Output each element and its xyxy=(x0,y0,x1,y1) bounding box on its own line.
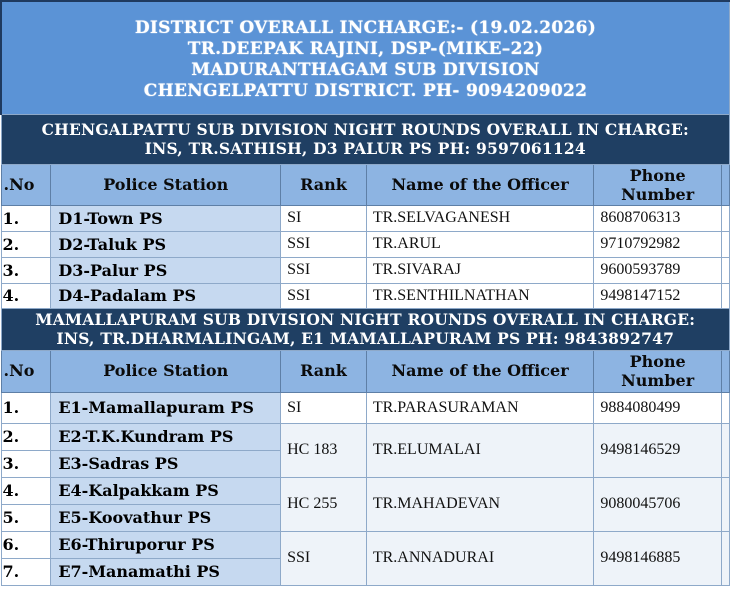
row-officer: TR.SENTHILNATHAN xyxy=(366,283,594,308)
col-header-station: Police Station xyxy=(51,164,281,205)
header-line-2: TR.DEEPAK RAJINI, DSP-(MIKE–22) xyxy=(187,38,544,59)
row-station: E5-Koovathur PS xyxy=(51,504,281,531)
merged-phone: 9498146529 xyxy=(594,423,722,477)
row-sno: 4. xyxy=(1,477,51,504)
row-edge xyxy=(721,205,729,231)
row-station: E1-Mamallapuram PS xyxy=(51,392,281,423)
merged-edge xyxy=(721,423,729,477)
row-station: D1-Town PS xyxy=(51,205,281,231)
row-station: D4-Padalam PS xyxy=(51,283,281,308)
col-header-phone xyxy=(594,350,722,392)
header-line-1: DISTRICT OVERALL INCHARGE:- (19.02.2026) xyxy=(134,17,597,38)
row-rank: SSI xyxy=(281,283,367,308)
row-rank: SI xyxy=(281,205,367,231)
merged-rank: SSI xyxy=(281,531,367,585)
col-header-station: Police Station xyxy=(51,350,281,392)
row-sno: 2. xyxy=(1,231,51,257)
merged-officer: TR.ELUMALAI xyxy=(366,423,594,477)
row-sno: 1. xyxy=(1,392,51,423)
row-station: E6-Thiruporur PS xyxy=(51,531,281,558)
col-header-sno: .No xyxy=(1,350,51,392)
table-row xyxy=(1,531,730,558)
row-sno: 1. xyxy=(1,205,51,231)
section-title-line-2: INS, TR.SATHISH, D3 PALUR PS PH: 9597061124 xyxy=(144,139,586,158)
row-sno: 3. xyxy=(1,450,51,477)
table-row xyxy=(1,283,730,308)
merged-edge xyxy=(721,477,729,531)
merged-phone: 9080045706 xyxy=(594,477,722,531)
col-header-rank: Rank xyxy=(281,164,367,205)
merged-rank: HC 255 xyxy=(281,477,367,531)
row-station: D3-Palur PS xyxy=(51,257,281,283)
row-sno: 5. xyxy=(1,504,51,531)
row-station: E4-Kalpakkam PS xyxy=(51,477,281,504)
row-rank: SI xyxy=(281,392,367,423)
row-phone: 9710792982 xyxy=(594,231,722,257)
section-title-line-2: INS, TR.DHARMALINGAM, E1 MAMALLAPURAM PS PH: 9843892747 xyxy=(56,329,675,348)
row-station: E2-T.K.Kundram PS xyxy=(51,423,281,450)
row-officer: TR.SELVAGANESH xyxy=(366,205,594,231)
row-phone: 9498147152 xyxy=(594,283,722,308)
header-line-3: MADURANTHAGAM SUB DIVISION xyxy=(191,59,540,80)
row-rank: SSI xyxy=(281,257,367,283)
merged-edge xyxy=(721,531,729,585)
col-header-phone-line-1: Phone xyxy=(629,352,686,371)
table-row xyxy=(1,205,730,231)
row-edge xyxy=(721,231,729,257)
table-row xyxy=(1,423,730,450)
row-phone: 9600593789 xyxy=(594,257,722,283)
row-station: D2-Taluk PS xyxy=(51,231,281,257)
column-header-row xyxy=(1,164,730,205)
row-edge xyxy=(721,283,729,308)
row-officer: TR.PARASURAMAN xyxy=(366,392,594,423)
row-station: E3-Sadras PS xyxy=(51,450,281,477)
row-edge xyxy=(721,392,729,423)
col-header-sno: .No xyxy=(1,164,51,205)
col-header-edge xyxy=(721,350,729,392)
table-row xyxy=(1,477,730,504)
col-header-rank: Rank xyxy=(281,350,367,392)
merged-rank: HC 183 xyxy=(281,423,367,477)
row-sno: 2. xyxy=(1,423,51,450)
title-block-row xyxy=(1,1,730,114)
row-sno: 7. xyxy=(1,558,51,585)
row-officer: TR.SIVARAJ xyxy=(366,257,594,283)
row-rank: SSI xyxy=(281,231,367,257)
section-title-row xyxy=(1,114,730,164)
col-header-phone-line-1: Phone xyxy=(629,165,686,185)
mamallapuram-section-title xyxy=(1,308,730,350)
row-sno: 3. xyxy=(1,257,51,283)
col-header-officer: Name of the Officer xyxy=(366,164,594,205)
col-header-officer: Name of the Officer xyxy=(366,350,594,392)
row-phone: 9884080499 xyxy=(594,392,722,423)
col-header-edge xyxy=(721,164,729,205)
row-edge xyxy=(721,257,729,283)
district-incharge-header xyxy=(1,1,730,114)
merged-phone: 9498146885 xyxy=(594,531,722,585)
row-sno: 6. xyxy=(1,531,51,558)
chengalpattu-section-title xyxy=(1,114,730,164)
table-row xyxy=(1,231,730,257)
column-header-row xyxy=(1,350,730,392)
section-title-row xyxy=(1,308,730,350)
col-header-phone xyxy=(594,164,722,205)
table-row xyxy=(1,257,730,283)
row-station: E7-Manamathi PS xyxy=(51,558,281,585)
row-phone: 8608706313 xyxy=(594,205,722,231)
col-header-phone-line-2: Number xyxy=(621,371,695,390)
section-title-line-1: MAMALLAPURAM SUB DIVISION NIGHT ROUNDS OVERALL IN CHARGE: xyxy=(35,310,696,329)
col-header-phone-line-2: Number xyxy=(621,184,695,204)
row-sno: 4. xyxy=(1,283,51,308)
header-line-4: CHENGELPATTU DISTRICT. PH- 9094209022 xyxy=(143,80,588,101)
row-officer: TR.ARUL xyxy=(366,231,594,257)
merged-officer: TR.ANNADURAI xyxy=(366,531,594,585)
table-row xyxy=(1,392,730,423)
merged-officer: TR.MAHADEVAN xyxy=(366,477,594,531)
section-title-line-1: CHENGALPATTU SUB DIVISION NIGHT ROUNDS OVERALL IN CHARGE: xyxy=(41,120,689,139)
